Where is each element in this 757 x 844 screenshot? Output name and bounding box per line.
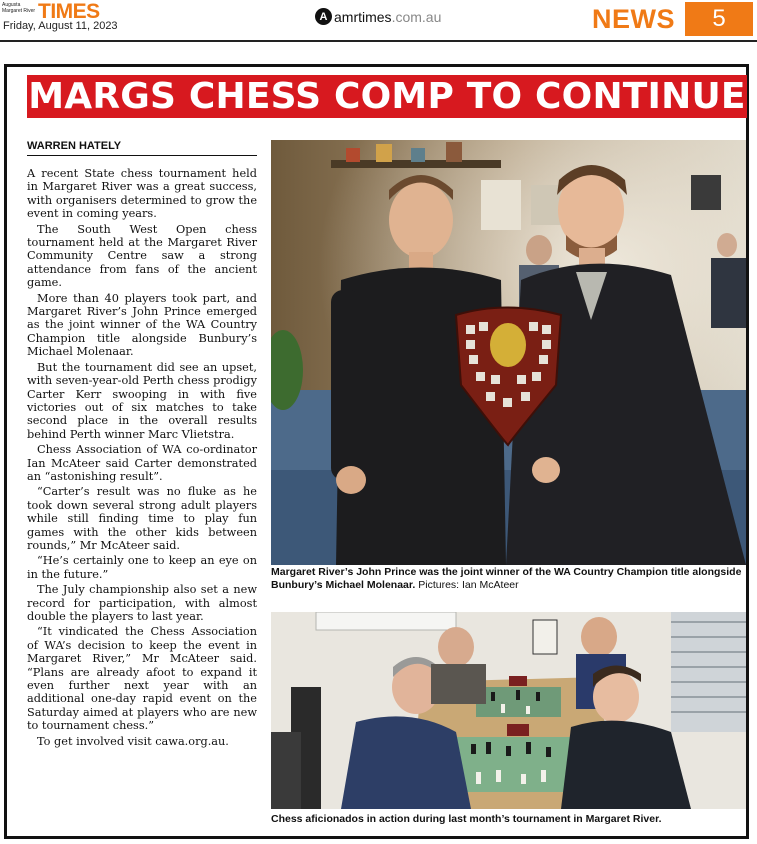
paragraph: “Carter’s result was no fluke as he took down several strong adult players while still finding time to play fun games with the other kids between rounds,” Mr McAteer said.	[27, 485, 257, 552]
byline: WARREN HATELY	[27, 140, 122, 152]
site-badge-icon: A	[315, 8, 332, 25]
paragraph: More than 40 players took part, and Margaret River’s John Prince emerged as the joint winner of the WA Country Champion title alongside Bunbury’s Michael Molenaar.	[27, 291, 257, 359]
photo1-caption-text: Margaret River’s John Prince was the joint winner of the WA Country Champion title alongside Bunbury’s Michael Molenaar.	[271, 566, 742, 591]
paragraph: A recent State chess tournament held in Margaret River was a great success, with organisers determined to grow the event in coming years.	[27, 167, 257, 221]
paragraph: To get involved visit cawa.org.au.	[37, 734, 229, 748]
headline-banner	[27, 75, 747, 118]
photo-credit: Pictures: Ian McAteer	[418, 579, 519, 591]
photo-trophy-winners	[271, 140, 746, 565]
photo2-caption	[271, 813, 746, 826]
paragraph: “It vindicated the Chess Association of WA’s decision to keep the event in Margaret River,” Mr McAteer said. “Plans are already afoot to expand it even further next year with an additional one-day rapid event on the Saturday aimed at players who are new to tournament chess.”	[27, 625, 257, 733]
brand-times-text: TIMES	[38, 0, 100, 23]
site-domain: .com.au	[391, 8, 442, 25]
paragraph: The July championship also set a new record for participation, with almost double the players to last year.	[27, 583, 257, 623]
paragraph: Chess Association of WA co-ordinator Ian McAteer said Carter demonstrated an “astonishing result”.	[27, 443, 257, 483]
photo-chess-players	[271, 612, 746, 809]
site-name: amrtimes	[334, 8, 392, 25]
paragraph: “He’s certainly one to keep an eye on in the future.”	[27, 554, 257, 581]
byline-rule	[27, 155, 257, 156]
article-frame	[4, 64, 749, 839]
masthead	[0, 0, 757, 40]
site-link[interactable]	[315, 8, 441, 25]
paragraph: But the tournament did see an upset, with seven-year-old Perth chess prodigy Carter Kerr swooping in with five victories out of six matches to take second place in the overall results behind Perth winner Marc Vlietstra.	[27, 360, 257, 441]
paragraph: The South West Open chess tournament held at the Margaret River Community Centre saw a strong attendance from fans of the ancient game.	[27, 222, 257, 290]
photo1-caption	[271, 566, 746, 592]
masthead-rule	[0, 40, 757, 42]
photo2-caption-text: Chess aficionados in action during last month’s tournament in Margaret River.	[271, 813, 662, 825]
brand-small-text: Augusta Margaret River	[2, 2, 36, 14]
page-number: 5	[685, 2, 753, 36]
section-label: NEWS	[592, 4, 675, 34]
headline: MARGS CHESS COMP TO CONTINUE	[28, 76, 746, 117]
publication-date: Friday, August 11, 2023	[3, 20, 118, 32]
article-body	[27, 167, 257, 750]
